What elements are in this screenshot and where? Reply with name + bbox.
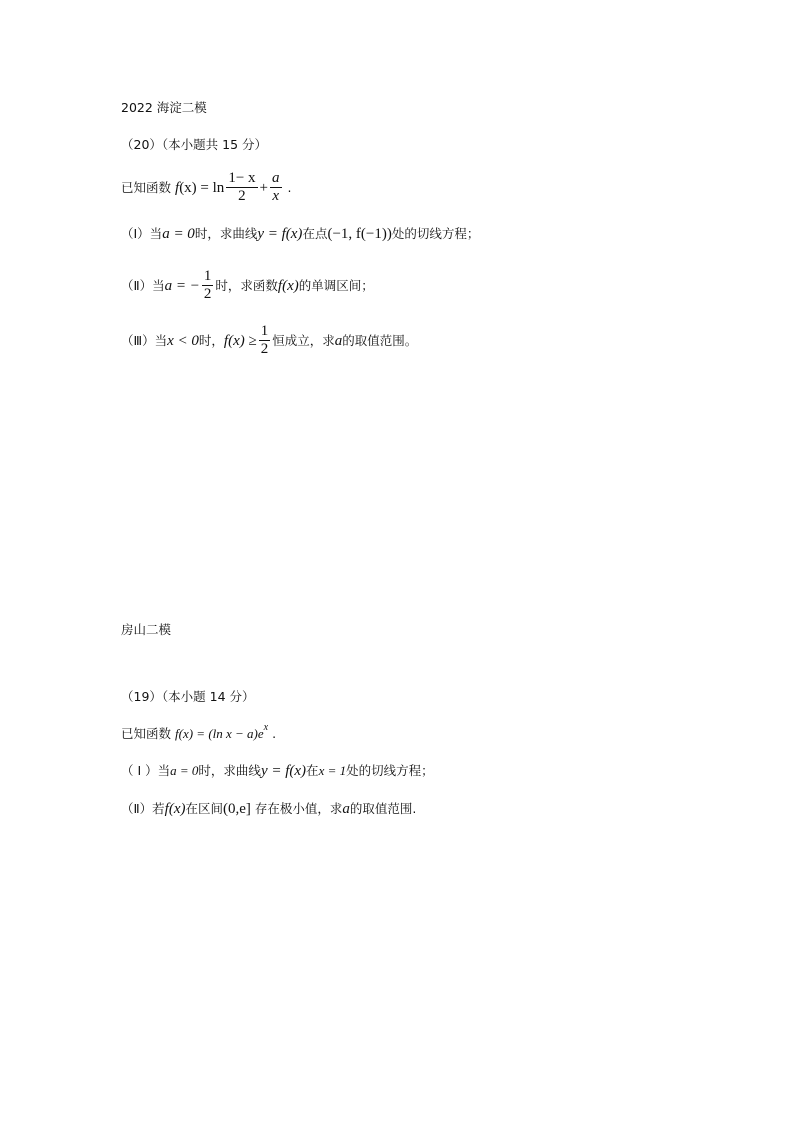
section1-part1: [121, 224, 479, 244]
part2-fraction: [202, 268, 214, 303]
part1-prefix: （Ⅰ）当: [121, 226, 163, 241]
plus-sign: +: [259, 179, 268, 196]
part1-point: (−1, f(−1)): [327, 226, 392, 242]
part3-func: f(x) ≥: [223, 332, 257, 349]
part1-condition: a = 0: [170, 763, 199, 778]
part2-suffix: 的单调区间；: [298, 277, 374, 293]
section1-function-definition: [121, 170, 291, 205]
part1-suffix: 处的切线方程；: [391, 226, 480, 241]
part1-mid2: 在点: [302, 226, 328, 241]
intro-text: 已知函数: [121, 726, 172, 741]
part3-mid: 时，: [198, 332, 224, 348]
section2-part2: [121, 799, 416, 819]
part3-mid2: 恒成立，求: [272, 332, 335, 348]
part2-mid2: 存在极小值，求: [254, 801, 343, 816]
section2-part1: [121, 761, 434, 781]
fraction-1: [226, 170, 257, 205]
part2-suffix: 的取值范围.: [349, 801, 417, 816]
part2-a: a: [342, 801, 350, 817]
part2-denominator: 2: [203, 286, 212, 302]
trailing-period: .: [287, 179, 292, 195]
part2-prefix: （Ⅱ）当: [121, 277, 165, 293]
part2-func: f(x): [277, 277, 299, 294]
part1-mid: 时，求曲线: [194, 226, 258, 241]
part1-mid2: 在: [306, 763, 319, 778]
part1-condition: a = 0: [162, 226, 195, 242]
part2-mid: 在区间: [185, 801, 223, 816]
func-superscript: x: [263, 722, 269, 733]
part1-curve: y = f(x): [257, 226, 303, 242]
section1-heading: 2022 海淀二模: [121, 100, 207, 115]
intro-text: 已知函数: [121, 179, 172, 195]
part2-mid: 时，求函数: [215, 277, 278, 293]
part3-suffix: 的取值范围。: [342, 332, 418, 348]
section2-function-definition: [121, 724, 276, 744]
part2-prefix: （Ⅱ）若: [121, 801, 165, 816]
part1-point: x = 1: [318, 763, 347, 778]
part3-fraction: [259, 323, 271, 358]
part1-mid: 时，求曲线: [198, 763, 261, 778]
part2-func: f(x): [164, 801, 186, 817]
section2-problem-label: （19）（本小题 14 分）: [121, 689, 255, 704]
part1-prefix: （ Ⅰ ）当: [121, 763, 171, 778]
part1-suffix: 处的切线方程；: [346, 763, 434, 778]
func-expr: f(x) = (ln x − a)e: [175, 726, 264, 741]
func-arg: (x) = ln: [179, 179, 225, 196]
part2-interval: (0,e]: [223, 801, 251, 817]
part3-condition: x < 0: [167, 332, 199, 349]
section2-heading: 房山二模: [121, 622, 172, 637]
part3-prefix: （Ⅲ）当: [121, 332, 168, 348]
fraction-1-numerator: 1− x: [228, 170, 256, 186]
part3-a: a: [334, 332, 343, 349]
part3-numerator: 1: [260, 323, 269, 339]
part3-denominator: 2: [260, 341, 269, 357]
section1-problem-label: （20）（本小题共 15 分）: [121, 137, 268, 152]
part2-a: a = −: [164, 277, 200, 294]
section1-part3: [121, 323, 417, 358]
part1-curve: y = f(x): [260, 763, 307, 779]
fraction-1-denominator: 2: [238, 188, 246, 204]
fraction-2-denominator: x: [272, 188, 280, 204]
fraction-2-numerator: a: [272, 170, 280, 186]
section1-part2: [121, 268, 374, 303]
fraction-2: [270, 170, 282, 205]
part2-numerator: 1: [203, 268, 212, 284]
trailing-period: .: [272, 726, 277, 741]
func-name: f: [175, 179, 180, 196]
